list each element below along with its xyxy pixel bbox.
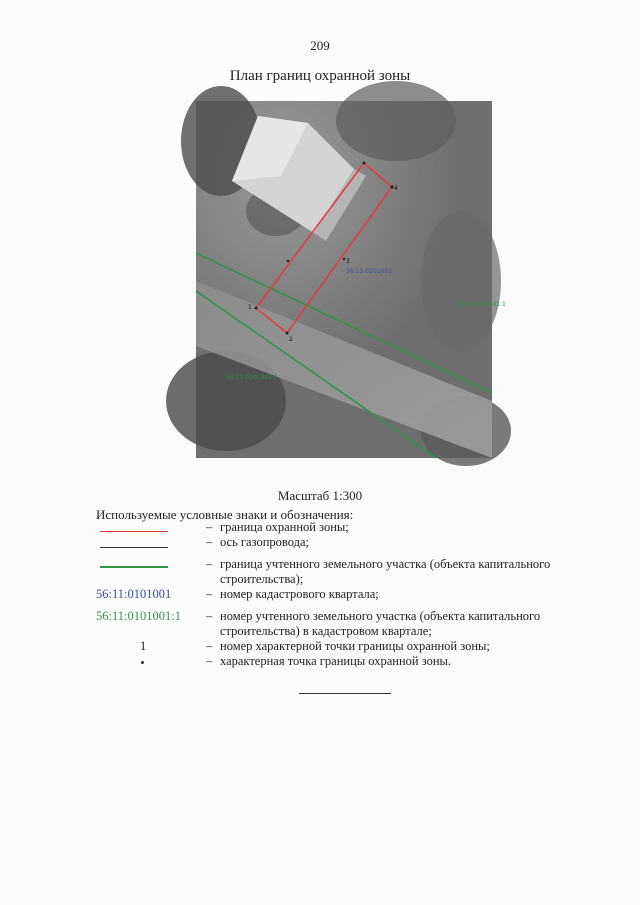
- legend-dash: –: [206, 639, 213, 653]
- black-line-symbol: [100, 547, 168, 548]
- map-quarter-code: 56:11:0101001: [346, 268, 393, 275]
- legend-dash: –: [206, 587, 213, 601]
- aerial-map: [196, 101, 506, 458]
- legend-text: номер кадастрового квартала;: [220, 587, 379, 601]
- legend-dash: –: [206, 520, 213, 534]
- legend-dash: –: [206, 535, 213, 549]
- legend-text: номер характерной точки границы охранной зоны;: [220, 639, 490, 653]
- page-number: 209: [310, 38, 330, 53]
- legend-text: граница учтенного земельного участка (объекта капитального строительства);: [220, 557, 551, 586]
- legend-text: характерная точка границы охранной зоны.: [220, 654, 452, 668]
- parcel-code-symbol: 56:11:0101001:1: [96, 609, 181, 623]
- point-label-1: 1: [248, 304, 252, 311]
- point-label-3: 3: [346, 258, 350, 265]
- point-label-4: 4: [394, 185, 398, 192]
- legend-dash: –: [206, 654, 213, 668]
- page-title: План границ охранной зоны: [229, 68, 411, 84]
- scale-label: Масштаб 1:300: [277, 488, 363, 503]
- point-number-symbol: 1: [140, 639, 147, 653]
- legend-dash: –: [206, 609, 213, 623]
- point-label-2: 2: [289, 336, 293, 343]
- red-line-symbol: [100, 531, 168, 532]
- legend-text: номер учтенного земельного участка (объекта капитального строительства) в кадастровом квартале;: [220, 609, 541, 638]
- legend-dash: –: [206, 557, 213, 571]
- point-dot-icon: [141, 661, 144, 664]
- end-rule: [299, 693, 391, 694]
- legend-text: граница охранной зоны;: [220, 520, 349, 534]
- map-parcel-code-left: 56:11:0101001:1: [226, 374, 278, 381]
- legend-text: ось газопровода;: [220, 535, 310, 549]
- quarter-code-symbol: 56:11:0101001: [96, 587, 172, 601]
- green-line-symbol: [100, 566, 168, 568]
- legend-heading: Используемые условные знаки и обозначения:: [96, 507, 354, 522]
- map-parcel-code-right: 56:11:0101001:1: [454, 301, 506, 308]
